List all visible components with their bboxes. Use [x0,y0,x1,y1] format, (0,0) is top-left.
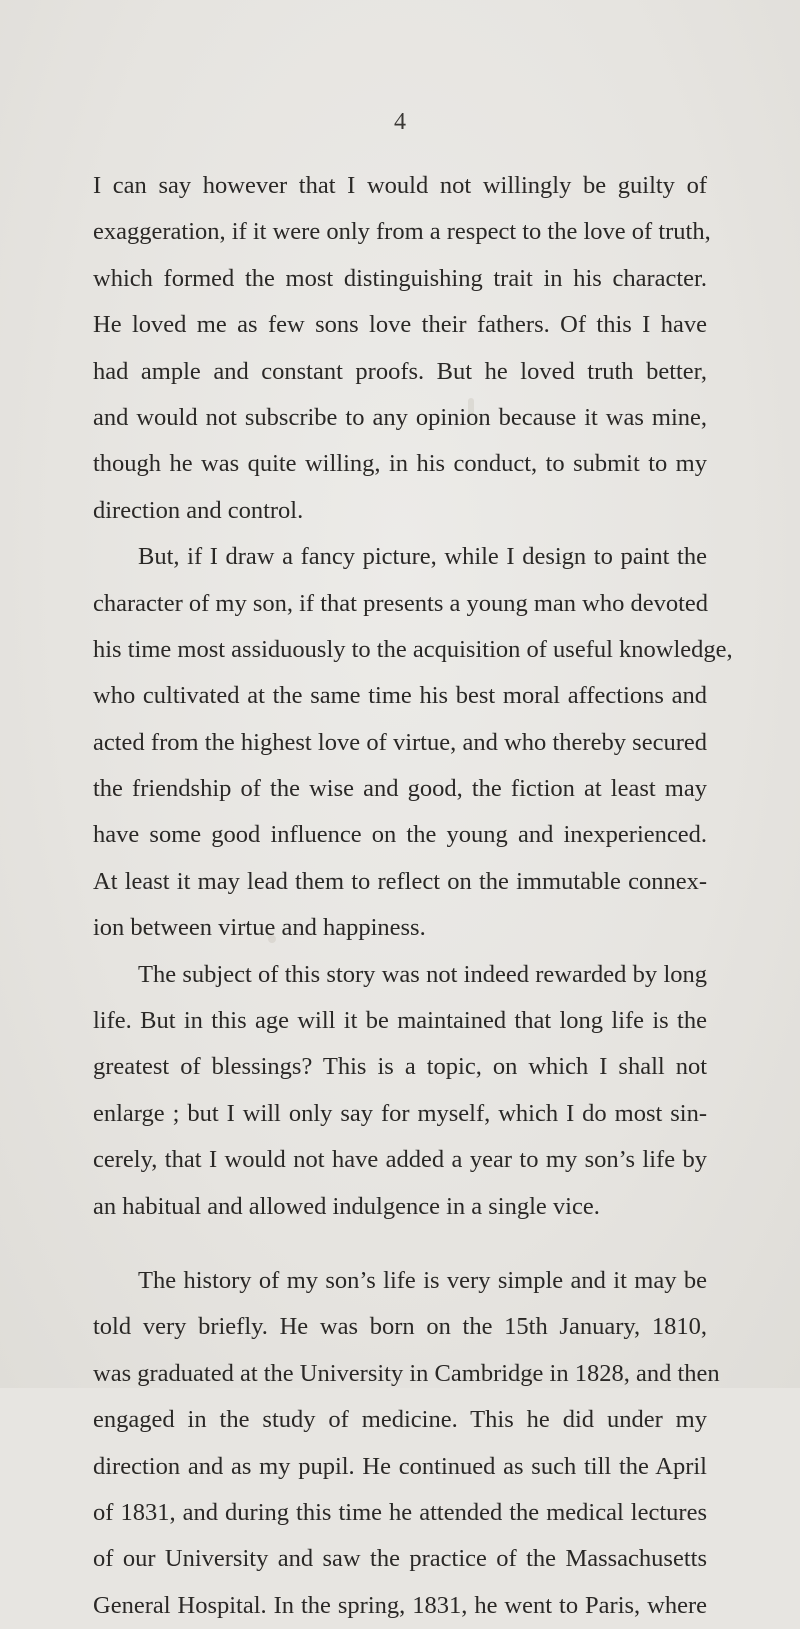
text-line: engaged in the study of medicine. This he did under my [93,1406,707,1434]
text-line: though he was quite willing, in his conduct, to submit to my [93,450,707,478]
paragraph [93,534,733,952]
body-text [93,163,733,1629]
text-line: the friendship of the wise and good, the fiction at least may [93,775,707,803]
text-line: acted from the highest love of virtue, and who thereby secured [93,728,707,756]
text-line: The subject of this story was not indeed rewarded by long [138,960,707,988]
text-line: and would not subscribe to any opinion because it was mine, [93,403,707,431]
text-line: At least it may lead them to reflect on the immutable connex- [93,867,707,895]
text-line: which formed the most distinguishing trait in his character. [93,264,707,292]
text-line: direction and control. [93,496,304,524]
page-number: 4 [394,109,406,135]
text-line: I can say however that I would not willingly be guilty of [93,172,707,199]
text-line: greatest of blessings? This is a topic, on which I shall not [93,1053,707,1081]
paragraph [93,1258,720,1629]
text-line: have some good influence on the young and inexperienced. [93,821,707,849]
text-line: direction and as my pupil. He continued as such till the April [93,1452,707,1480]
text-line: an habitual and allowed indulgence in a single vice. [93,1192,600,1220]
text-line: was graduated at the University in Cambridge in 1828, and then [93,1359,720,1387]
text-line: of 1831, and during this time he attended the medical lectures [93,1498,707,1526]
paragraph-gap [93,1230,707,1258]
text-line: enlarge ; but I will only say for myself, which I do most sin- [93,1099,707,1127]
text-line: cerely, that I would not have added a year to my son’s life by [93,1146,707,1174]
text-line: exaggeration, if it were only from a respect to the love of truth, [93,218,711,246]
text-line: General Hospital. In the spring, 1831, he went to Paris, where [93,1591,707,1619]
text-line: character of my son, if that presents a young man who devoted [93,589,709,617]
text-line: ion between virtue and happiness. [93,914,426,942]
text-line: told very briefly. He was born on the 15th January, 1810, [93,1313,707,1341]
paragraph [93,952,707,1230]
text-line: life. But in this age will it be maintained that long life is the [93,1007,707,1035]
text-line: of our University and saw the practice of the Massachusetts [93,1545,707,1573]
text-line: his time most assiduously to the acquisition of useful knowledge, [93,635,733,663]
text-line: who cultivated at the same time his best moral affections and [93,682,707,710]
paragraph [93,163,711,534]
text-line: The history of my son’s life is very simple and it may be [138,1266,707,1294]
text-line: But, if I draw a fancy picture, while I design to paint the [138,543,707,571]
text-line: He loved me as few sons love their fathers. Of this I have [93,311,707,339]
text-line: had ample and constant proofs. But he loved truth better, [93,357,707,385]
